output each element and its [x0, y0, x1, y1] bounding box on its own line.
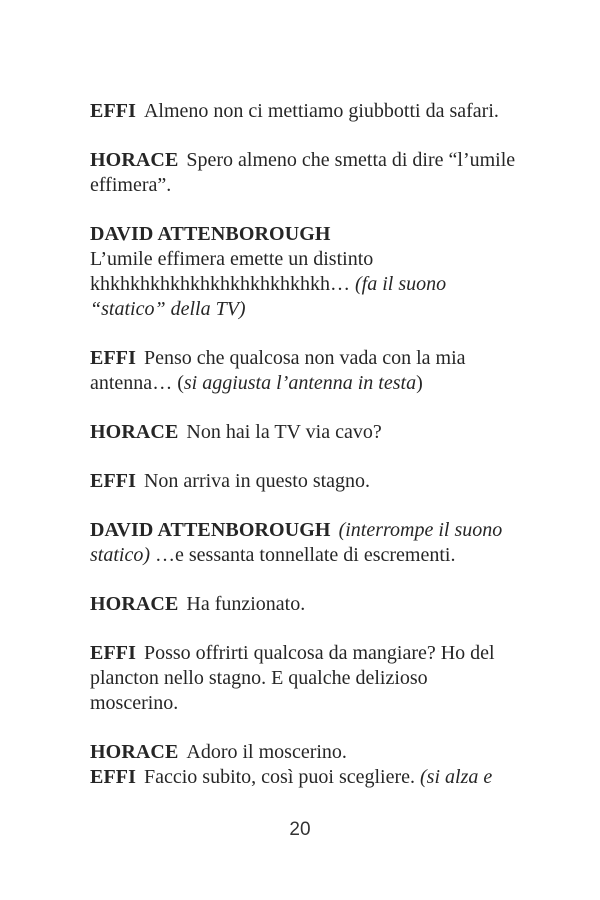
dialogue-text: Spero almeno che smetta di dire “l’umile effimera”. — [90, 149, 516, 196]
dialogue-text: Almeno non ci mettiamo giubbotti da safari. — [143, 100, 499, 122]
stage-direction: si aggiusta l’antenna in testa — [183, 372, 417, 394]
speaker-name: HORACE — [90, 593, 179, 615]
speaker-name: EFFI — [90, 347, 136, 369]
speaker-name: EFFI — [90, 642, 136, 664]
dialogue-line — [90, 99, 520, 124]
dialogue-line — [90, 592, 520, 617]
dialogue-text: Ha funzionato. — [186, 593, 306, 615]
stage-direction: (si alza e — [420, 766, 493, 788]
speaker-name: HORACE — [90, 149, 179, 171]
dialogue-text: Non arriva in questo stagno. — [143, 470, 371, 492]
dialogue-text: Penso che qualcosa non vada con la mia antenna… — [90, 347, 466, 394]
dialogue-text: Posso offrirti qualcosa da mangiare? Ho del plancton nello stagno. E qualche delizioso moscerino. — [90, 642, 495, 714]
speaker-name: DAVID ATTENBOROUGH — [90, 223, 331, 245]
dialogue-text: Adoro il moscerino. — [186, 741, 347, 763]
script-page — [90, 99, 520, 790]
stage-direction: (interrompe il suono statico) — [90, 519, 503, 566]
stage-direction-open: ( — [177, 372, 184, 394]
dialogue-line — [90, 518, 520, 568]
dialogue-line — [90, 148, 520, 198]
dialogue-text: Faccio subito, così puoi scegliere. — [143, 766, 421, 788]
dialogue-line — [90, 222, 520, 322]
stage-direction-close: ) — [416, 372, 423, 394]
dialogue-line — [90, 420, 520, 445]
dialogue-line — [90, 641, 520, 716]
dialogue-text: L’umile effimera emette un distinto khkhkhkhkhkhkhkhkhkhkhkh… — [90, 248, 374, 295]
dialogue-line — [90, 740, 520, 765]
page-number: 20 — [289, 819, 311, 840]
dialogue-text: …e sessanta tonnellate di escrementi. — [150, 544, 456, 566]
speaker-name: EFFI — [90, 766, 136, 788]
dialogue-text: Non hai la TV via cavo? — [186, 421, 382, 443]
dialogue-line — [90, 469, 520, 494]
dialogue-line — [90, 765, 520, 790]
speaker-name: EFFI — [90, 100, 136, 122]
speaker-name: HORACE — [90, 421, 179, 443]
dialogue-line — [90, 346, 520, 396]
speaker-name: EFFI — [90, 470, 136, 492]
stage-direction: (fa il suono “statico” della TV) — [90, 273, 447, 320]
speaker-name: HORACE — [90, 741, 179, 763]
speaker-name: DAVID ATTENBOROUGH — [90, 519, 331, 541]
